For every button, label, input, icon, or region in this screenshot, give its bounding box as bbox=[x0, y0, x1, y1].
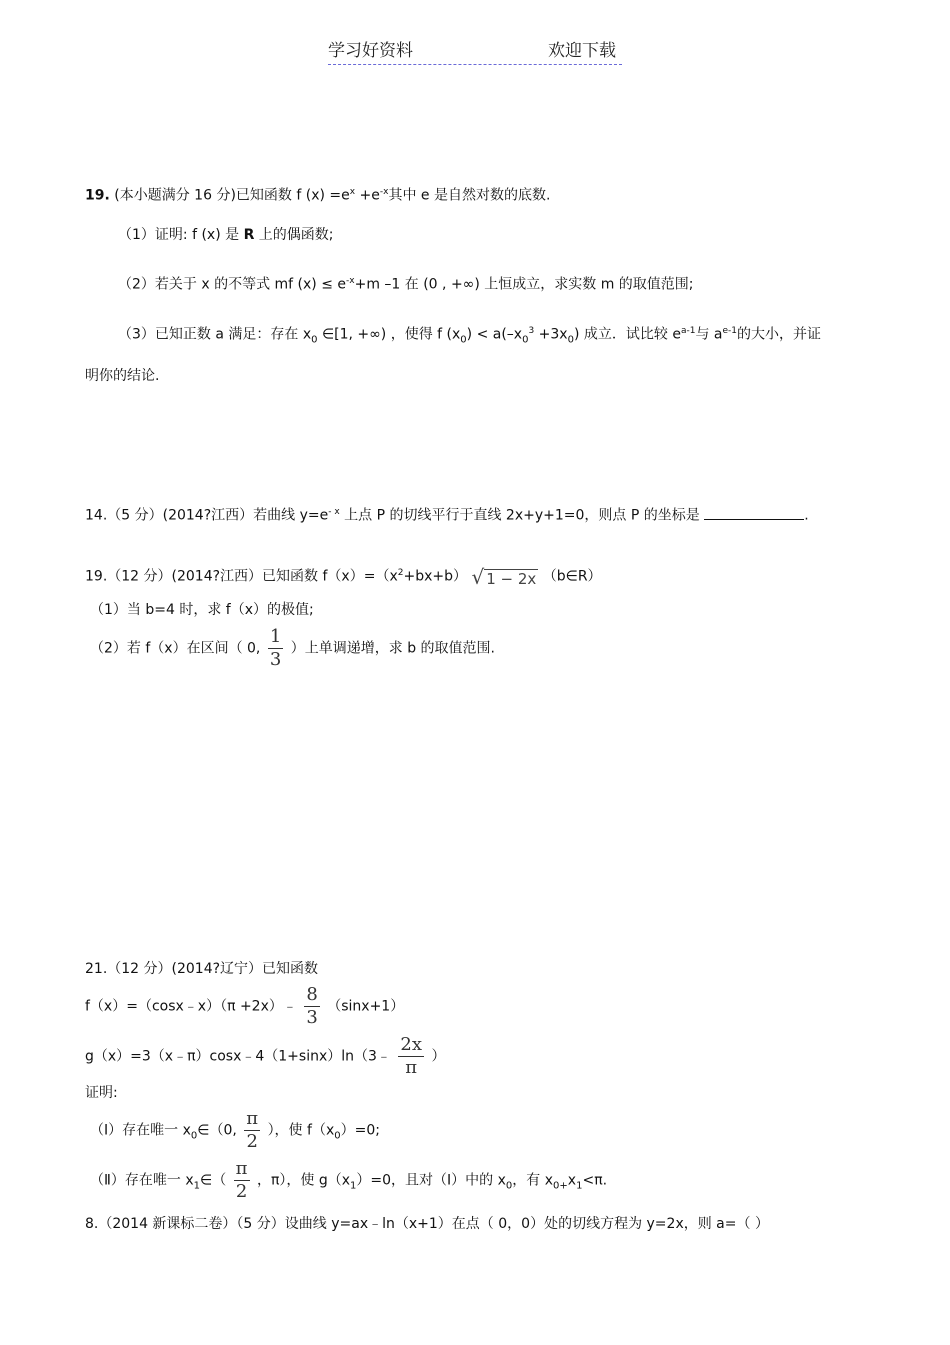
q19b-intro3: （b∈R） bbox=[542, 568, 602, 585]
q21-g-b: ） bbox=[431, 1048, 446, 1065]
q21-ii-c: ，π），使 g（x bbox=[256, 1172, 351, 1189]
q21-i-sub: 0 bbox=[190, 1130, 198, 1142]
q19b-intro: 19.（12 分）(2014?江西）已知函数 f（x）=（x bbox=[85, 568, 398, 585]
q19a-part3-end: ) 成立．试比较 e bbox=[573, 326, 681, 343]
q14-text: 14.（5 分）(2014?江西）若曲线 y=e bbox=[85, 507, 329, 524]
q8-line: 8.（2014 新课标二卷）（5 分）设曲线 y=ax﹣ln（x+1）在点（ 0，0）处的切线方程为 y=2x，则 a=（ ） bbox=[85, 1216, 769, 1232]
fraction-one-third bbox=[268, 628, 283, 669]
q19a-part1-text: （1）证明: f (x) 是 bbox=[118, 227, 244, 243]
fraction-pi-over-2 bbox=[234, 1160, 250, 1201]
q19a-intro: (本小题满分 16 分)已知函数 f (x) =e bbox=[114, 187, 350, 204]
fraction-eight-thirds bbox=[304, 986, 319, 1027]
q19a-part2-text: （2）若关于 x 的不等式 mf (x) ≤ e bbox=[118, 276, 347, 293]
fraction-numerator: π bbox=[246, 1108, 259, 1129]
fraction-2x-over-pi bbox=[398, 1036, 424, 1077]
q21-i-a: （Ⅰ）存在唯一 x bbox=[90, 1122, 191, 1139]
q21-ii-e: ，有 x bbox=[512, 1172, 554, 1189]
q19a-part1-end: 上的偶函数; bbox=[254, 227, 334, 243]
q21-ii-sub3: 0 bbox=[505, 1180, 513, 1192]
q21-ii-b: ∈（ bbox=[200, 1172, 227, 1189]
q21-intro: 21.（12 分）(2014?辽宁）已知函数 bbox=[85, 961, 319, 977]
q21-g-a: g（x）=3（x﹣π）cosx﹣4（1+sinx）ln（3﹣ bbox=[85, 1048, 391, 1065]
fraction-denominator: 3 bbox=[306, 1007, 318, 1028]
q21-i-sub2: 0 bbox=[334, 1130, 341, 1142]
q14-exp: - x bbox=[328, 507, 340, 517]
header-underline bbox=[328, 64, 622, 65]
q19a-part2 bbox=[118, 272, 694, 294]
q14-end: . bbox=[804, 507, 809, 524]
q19b-part1: （1）当 b=4 时，求 f（x）的极值; bbox=[90, 602, 314, 618]
q19a-part3-sub2: 0 bbox=[460, 334, 467, 346]
q21-i-b: ∈（0, bbox=[197, 1122, 237, 1139]
q21-ii-g: <π. bbox=[582, 1172, 608, 1189]
fraction-denominator: 3 bbox=[269, 649, 282, 670]
q19a-part3 bbox=[118, 322, 821, 349]
q19b-exp: 2 bbox=[397, 568, 404, 578]
q21-proof-label: 证明: bbox=[85, 1085, 118, 1101]
q21-i-c: ），使 f（x bbox=[267, 1122, 335, 1139]
q19a-part2-exp: -x bbox=[346, 276, 355, 286]
q21-ii-a: （Ⅱ）存在唯一 x bbox=[90, 1172, 194, 1189]
q19a-part3-end3: 的大小，并证 bbox=[736, 326, 821, 343]
fraction-numerator: 2x bbox=[400, 1034, 422, 1055]
header-left: 学习好资料 bbox=[328, 41, 413, 61]
q19b-intro-line bbox=[85, 562, 602, 588]
q19a-part3-mid: ∈[1, +∞) ，使得 f (x bbox=[317, 326, 461, 343]
fraction-denominator: 2 bbox=[235, 1181, 248, 1202]
q21-ii-sub4: 0+ bbox=[553, 1180, 568, 1192]
q21-ii-sub5: 1 bbox=[576, 1180, 583, 1192]
q21-part2 bbox=[90, 1160, 607, 1205]
q19a-intro-line bbox=[85, 183, 550, 205]
q19a-part3-mid3: +3x bbox=[534, 326, 568, 343]
q21-f-b: （sinx+1） bbox=[327, 998, 405, 1015]
q21-i-d: ）=0; bbox=[340, 1122, 380, 1139]
q21-f-definition bbox=[85, 986, 404, 1027]
q19a-part3-sub1: 0 bbox=[311, 334, 318, 346]
q21-ii-f: x bbox=[567, 1172, 577, 1189]
q14-answer-blank bbox=[704, 505, 804, 520]
q14-text2: 上点 P 的切线平行于直线 2x+y+1=0，则点 P 的坐标是 bbox=[339, 507, 705, 524]
q21-ii-sub2: 1 bbox=[350, 1180, 357, 1192]
q19a-part1 bbox=[118, 226, 334, 244]
sqrt-expression bbox=[471, 564, 538, 589]
q21-ii-sub: 1 bbox=[193, 1180, 201, 1192]
sqrt-radical-icon: √ bbox=[471, 564, 485, 589]
fraction-numerator: π bbox=[235, 1158, 248, 1179]
q19a-part1-bold: R bbox=[243, 227, 255, 243]
q21-part1 bbox=[90, 1110, 380, 1155]
q19a-part3-sup3: 3 bbox=[528, 326, 535, 336]
q19a-exp1: x bbox=[349, 187, 356, 197]
q19a-part3-text: （3）已知正数 a 满足：存在 x bbox=[118, 326, 312, 343]
q21-f-a: f（x）=（cosx﹣x）（π +2x）﹣ bbox=[85, 998, 297, 1015]
q19b-intro2: +bx+b） bbox=[403, 568, 467, 585]
fraction-numerator: 1 bbox=[269, 626, 282, 647]
q21-g-definition bbox=[85, 1036, 445, 1077]
q19a-intro2: +e bbox=[355, 187, 380, 204]
q19a-part3-sub4: 0 bbox=[567, 334, 574, 346]
q19a-part3-sup-e: a-1 bbox=[680, 326, 696, 336]
header-right: 欢迎下载 bbox=[548, 41, 616, 61]
q19a-part3-sup-a: e-1 bbox=[722, 326, 737, 336]
q19a-part2-end: +m –1 在 (0 , +∞) 上恒成立，求实数 m 的取值范围; bbox=[354, 276, 694, 293]
q19a-part3-mid2: ) < a(–x bbox=[466, 326, 523, 343]
q19b-part2-a: （2）若 f（x）在区间（ 0, bbox=[90, 640, 261, 657]
fraction-denominator: π bbox=[405, 1057, 418, 1078]
q19a-part3-sub3: 0 bbox=[522, 334, 529, 346]
q19a-exp2: -x bbox=[379, 187, 389, 197]
q21-ii-d: ）=0，且对（Ⅰ）中的 x bbox=[356, 1172, 506, 1189]
sqrt-radicand: 1 − 2x bbox=[486, 569, 537, 588]
q19b-part2 bbox=[90, 628, 495, 669]
q14-line bbox=[85, 503, 809, 525]
q19a-part3-end2: 与 a bbox=[695, 326, 723, 343]
fraction-pi-over-2 bbox=[244, 1110, 260, 1151]
q19a-intro3: 其中 e 是自然对数的底数. bbox=[388, 187, 551, 204]
q19a-number: 19. bbox=[85, 187, 110, 204]
fraction-numerator: 8 bbox=[306, 984, 318, 1005]
q19b-part2-b: ）上单调递增，求 b 的取值范围. bbox=[290, 640, 495, 657]
q19a-part3-continuation: 明你的结论. bbox=[85, 368, 160, 384]
fraction-denominator: 2 bbox=[246, 1131, 258, 1152]
